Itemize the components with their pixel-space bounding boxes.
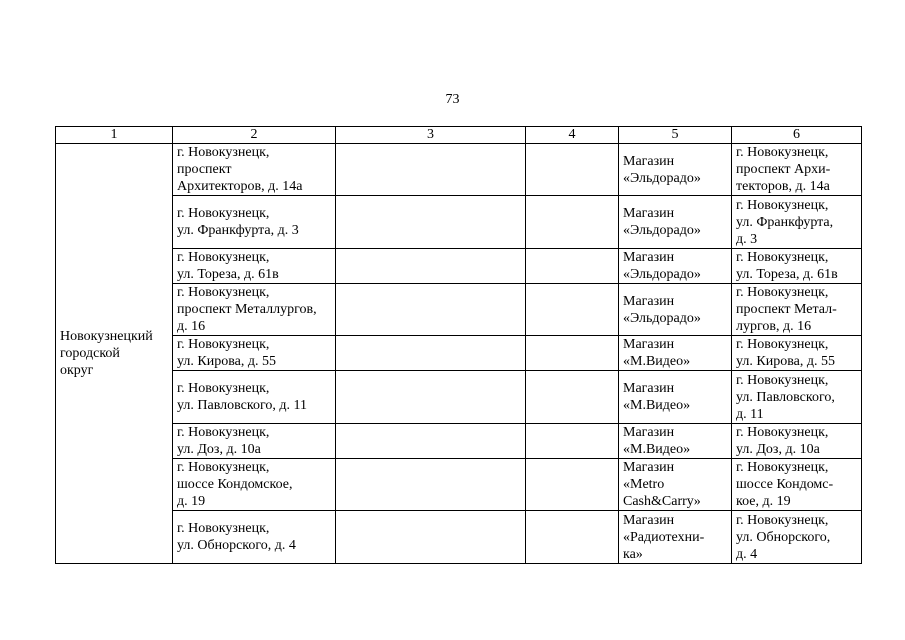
location-cell: г. Новокузнецк, ул. Франкфурта, д. 3 [732, 196, 862, 249]
column-4-cell [526, 144, 619, 196]
column-4-cell [526, 196, 619, 249]
table-row [56, 459, 862, 511]
table-row [56, 249, 862, 284]
column-3-cell [336, 144, 526, 196]
location-cell: г. Новокузнецк, проспект Архи- текторов, д. 14а [732, 144, 862, 196]
column-4-cell [526, 284, 619, 336]
location-cell: г. Новокузнецк, ул. Доз, д. 10а [732, 424, 862, 459]
address-cell: г. Новокузнецк, ул. Тореза, д. 61в [173, 249, 336, 284]
column-header-5: 5 [619, 127, 732, 144]
store-cell: Магазин «М.Видео» [619, 424, 732, 459]
store-cell: Магазин «Эльдорадо» [619, 284, 732, 336]
column-3-cell [336, 371, 526, 424]
location-cell: г. Новокузнецк, ул. Обнорского, д. 4 [732, 511, 862, 564]
column-header-6: 6 [732, 127, 862, 144]
column-header-1: 1 [56, 127, 173, 144]
column-4-cell [526, 511, 619, 564]
location-cell: г. Новокузнецк, ул. Павловского, д. 11 [732, 371, 862, 424]
stores-table [55, 126, 862, 564]
address-cell: г. Новокузнецк, ул. Кирова, д. 55 [173, 336, 336, 371]
column-header-3: 3 [336, 127, 526, 144]
location-cell: г. Новокузнецк, шоссе Кондомс- кое, д. 19 [732, 459, 862, 511]
column-4-cell [526, 249, 619, 284]
column-3-cell [336, 284, 526, 336]
table-row [56, 144, 862, 196]
store-cell: Магазин «М.Видео» [619, 336, 732, 371]
header-row [56, 127, 862, 144]
store-cell: Магазин «Metro Cash&Carry» [619, 459, 732, 511]
address-cell: г. Новокузнецк, шоссе Кондомское, д. 19 [173, 459, 336, 511]
location-cell: г. Новокузнецк, проспект Метал- лургов, д. 16 [732, 284, 862, 336]
address-cell: г. Новокузнецк, ул. Франкфурта, д. 3 [173, 196, 336, 249]
address-cell: г. Новокузнецк, ул. Павловского, д. 11 [173, 371, 336, 424]
location-cell: г. Новокузнецк, ул. Тореза, д. 61в [732, 249, 862, 284]
page-number: 73 [445, 92, 460, 107]
table-row [56, 371, 862, 424]
store-cell: Магазин «Эльдорадо» [619, 196, 732, 249]
address-cell: г. Новокузнецк, проспект Металлургов, д. 16 [173, 284, 336, 336]
store-cell: Магазин «Эльдорадо» [619, 144, 732, 196]
table-row [56, 511, 862, 564]
column-4-cell [526, 424, 619, 459]
table-row [56, 284, 862, 336]
column-3-cell [336, 249, 526, 284]
column-3-cell [336, 511, 526, 564]
address-cell: г. Новокузнецк, проспект Архитекторов, д. 14а [173, 144, 336, 196]
column-header-4: 4 [526, 127, 619, 144]
district-cell: Новокузнецкий городской округ [56, 144, 173, 564]
location-cell: г. Новокузнецк, ул. Кирова, д. 55 [732, 336, 862, 371]
column-3-cell [336, 424, 526, 459]
table-row [56, 424, 862, 459]
table-row [56, 336, 862, 371]
store-cell: Магазин «М.Видео» [619, 371, 732, 424]
column-header-2: 2 [173, 127, 336, 144]
column-3-cell [336, 336, 526, 371]
table-row [56, 196, 862, 249]
column-3-cell [336, 459, 526, 511]
address-cell: г. Новокузнецк, ул. Обнорского, д. 4 [173, 511, 336, 564]
column-4-cell [526, 336, 619, 371]
address-cell: г. Новокузнецк, ул. Доз, д. 10а [173, 424, 336, 459]
store-cell: Магазин «Радиотехни- ка» [619, 511, 732, 564]
column-3-cell [336, 196, 526, 249]
column-4-cell [526, 459, 619, 511]
column-4-cell [526, 371, 619, 424]
store-cell: Магазин «Эльдорадо» [619, 249, 732, 284]
